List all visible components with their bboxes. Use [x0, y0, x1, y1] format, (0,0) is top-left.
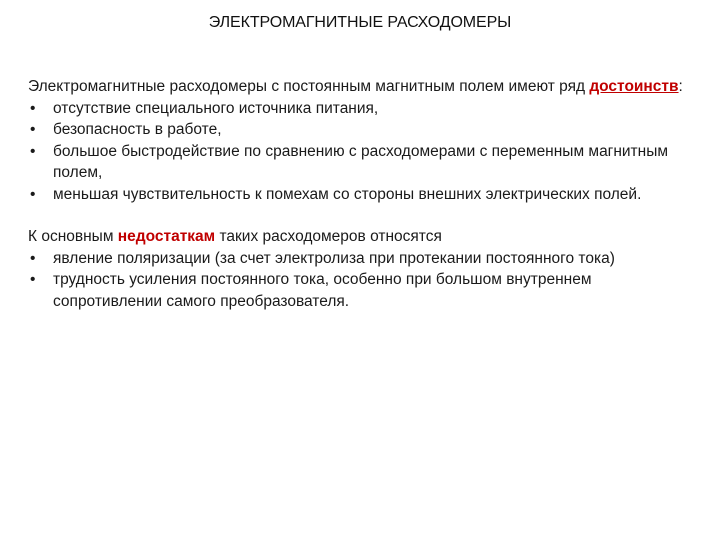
disadvantages-intro-rest: таких расходомеров относятся — [215, 228, 442, 245]
bullet-icon: • — [30, 185, 36, 203]
bullet-icon: • — [30, 142, 36, 160]
list-item — [28, 184, 696, 206]
bullet-icon: • — [30, 271, 36, 288]
list-item-text: трудность усиления постоянного тока, особенно при большом внутреннем сопротивлении самого преобразователя. — [53, 271, 592, 310]
advantages-intro-text: Электромагнитные расходомеры с постоянным магнитным полем имеют ряд — [28, 78, 590, 95]
paragraph-spacer — [28, 205, 696, 226]
list-item-text: безопасность в работе, — [53, 121, 222, 138]
list-item — [28, 119, 696, 141]
disadvantages-list — [28, 248, 696, 313]
disadvantages-intro-text: К основным — [28, 228, 118, 245]
list-item-text: меньшая чувствительность к помехам со стороны внешних электрических полей. — [53, 185, 642, 203]
list-item-text: явление поляризации (за счет электролиза при протекании постоянного тока) — [53, 249, 615, 267]
bullet-icon: • — [30, 99, 36, 117]
bullet-icon: • — [30, 121, 36, 138]
list-item — [28, 269, 696, 312]
advantages-list — [28, 98, 696, 206]
advantages-intro — [28, 76, 696, 98]
advantages-highlight: достоинств — [589, 78, 679, 95]
list-item-text: большое быстродействие по сравнению с расходомерами с переменным магнитным полем, — [53, 142, 669, 181]
bullet-icon: • — [30, 249, 36, 267]
slide-content — [28, 76, 696, 312]
slide-title: ЭЛЕКТРОМАГНИТНЫЕ РАСХОДОМЕРЫ — [208, 14, 512, 31]
disadvantages-highlight: недостаткам — [117, 228, 216, 245]
list-item — [28, 141, 696, 184]
list-item — [28, 248, 696, 270]
advantages-intro-colon: : — [678, 78, 683, 95]
disadvantages-intro — [28, 226, 696, 248]
list-item-text: отсутствие специального источника питания, — [53, 99, 379, 117]
list-item — [28, 98, 696, 120]
